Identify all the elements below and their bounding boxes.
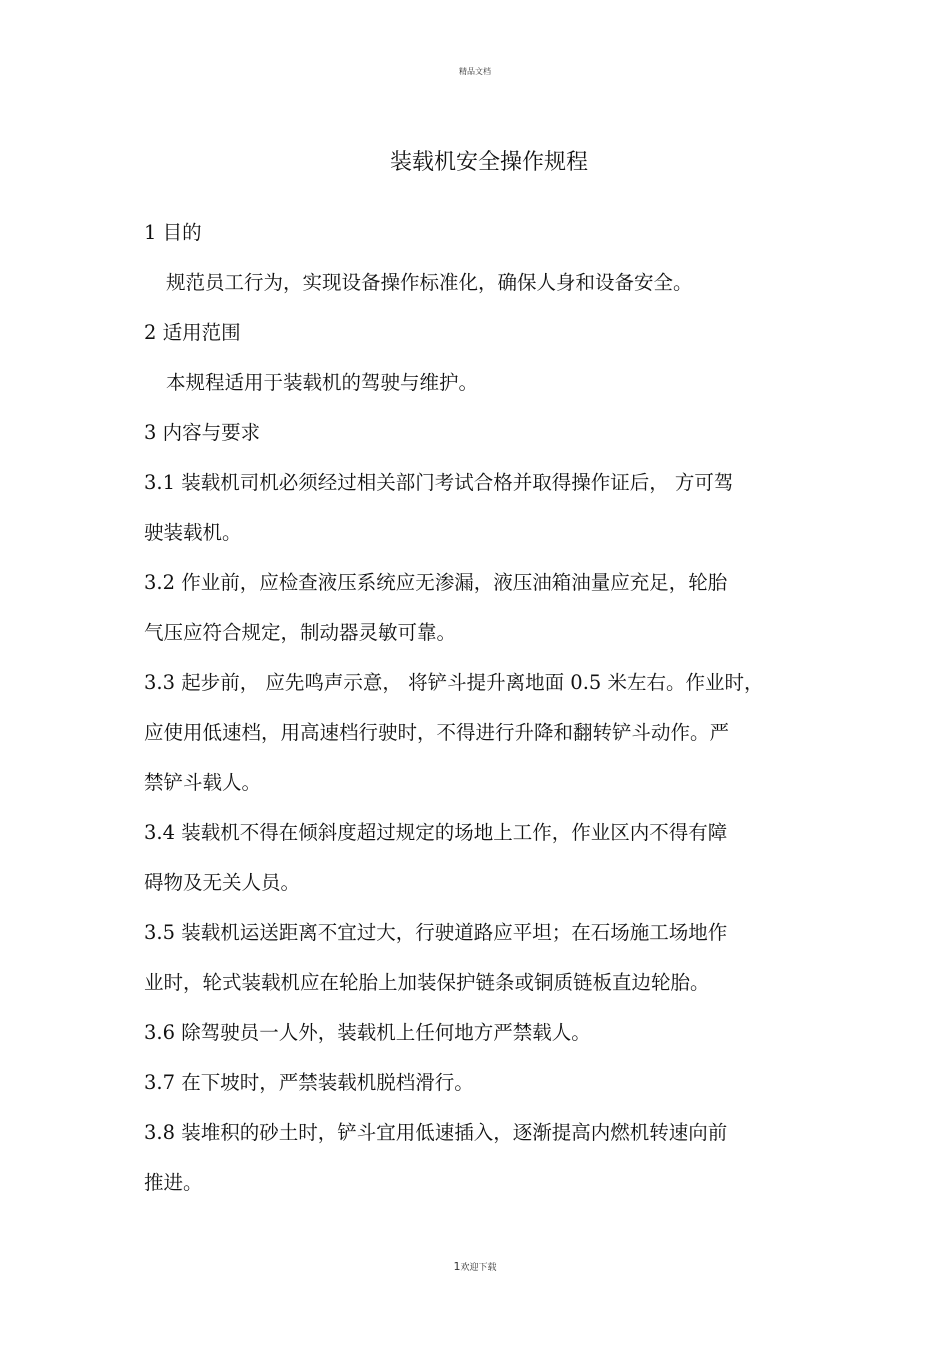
page-header: 精品文档	[459, 67, 491, 76]
paragraph-line: 业时，轮式装载机应在轮胎上加装保护链条或铜质链板直边轮胎。	[144, 971, 710, 994]
paragraph-line: 3.3 起步前， 应先鸣声示意， 将铲斗提升离地面 0.5 米左右。作业时，	[144, 671, 764, 694]
paragraph-line: 3.7 在下坡时，严禁装载机脱档滑行。	[144, 1071, 474, 1094]
paragraph-line: 3.2 作业前，应检查液压系统应无渗漏，液压油箱油量应充足，轮胎	[144, 571, 728, 594]
paragraph-line: 应使用低速档，用高速档行驶时，不得进行升降和翻转铲斗动作。严	[144, 721, 730, 744]
section-heading-requirements: 3 内容与要求	[144, 421, 261, 444]
paragraph-line: 3.5 装载机运送距离不宜过大，行驶道路应平坦；在石场施工场地作	[144, 921, 728, 944]
paragraph-line: 碍物及无关人员。	[144, 871, 301, 894]
paragraph-line: 规范员工行为，实现设备操作标准化，确保人身和设备安全。	[166, 271, 693, 294]
document-body	[144, 208, 824, 1208]
paragraph-line: 推进。	[144, 1171, 203, 1194]
paragraph-line: 3.4 装载机不得在倾斜度超过规定的场地上工作，作业区内不得有障	[144, 821, 728, 844]
paragraph-line: 3.8 装堆积的砂土时，铲斗宜用低速插入，逐渐提高内燃机转速向前	[144, 1121, 728, 1144]
document-title: 装载机安全操作规程	[389, 150, 588, 175]
section-heading-scope: 2 适用范围	[144, 321, 241, 344]
footer-text: 欢迎下载	[460, 1263, 497, 1273]
page-footer	[0, 1260, 950, 1273]
paragraph-line: 3.6 除驾驶员一人外，装载机上任何地方严禁载人。	[144, 1021, 591, 1044]
page-number: 1	[453, 1260, 461, 1273]
paragraph-line: 驶装载机。	[144, 521, 242, 544]
paragraph-line: 气压应符合规定，制动器灵敏可靠。	[144, 621, 457, 644]
paragraph-line: 3.1 装载机司机必须经过相关部门考试合格并取得操作证后， 方可驾	[144, 471, 734, 494]
paragraph-line: 禁铲斗载人。	[144, 771, 262, 794]
section-heading-purpose: 1 目的	[144, 221, 202, 244]
paragraph-line: 本规程适用于装载机的驾驶与维护。	[166, 371, 479, 394]
